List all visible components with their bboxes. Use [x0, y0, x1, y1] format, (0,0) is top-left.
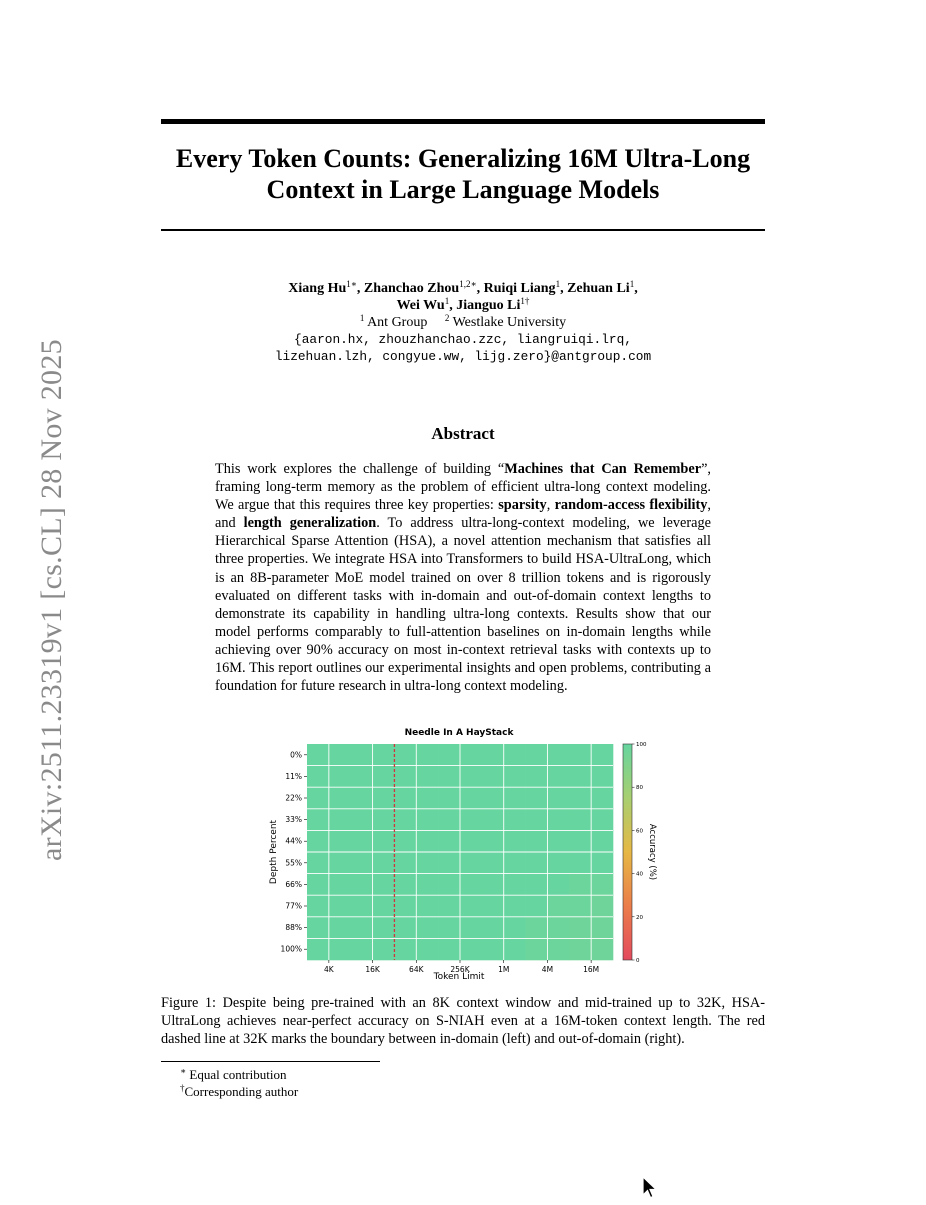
heatmap-cell	[351, 874, 373, 896]
abstract-heading: Abstract	[431, 424, 495, 443]
heatmap-cell	[416, 938, 438, 960]
heatmap-cell	[416, 874, 438, 896]
heatmap-cell	[307, 809, 329, 831]
heatmap-cell	[394, 830, 416, 852]
heatmap-cell	[482, 830, 504, 852]
heatmap-cell	[569, 787, 591, 809]
heatmap-cell	[526, 917, 548, 939]
author-name: Wei Wu	[396, 298, 445, 313]
heatmap-cell	[482, 787, 504, 809]
heatmap-cell	[460, 938, 482, 960]
heatmap-cell	[329, 917, 351, 939]
heatmap-cell	[416, 917, 438, 939]
heatmap-cell	[329, 874, 351, 896]
colorbar-tick-label: 40	[636, 871, 643, 878]
heatmap-cell	[351, 895, 373, 917]
heatmap-cell	[482, 766, 504, 788]
heatmap-cell	[394, 917, 416, 939]
footnote-equal-contribution	[180, 1066, 298, 1083]
heatmap-cell	[526, 744, 548, 766]
heatmap-cell	[526, 766, 548, 788]
heatmap-cell	[394, 874, 416, 896]
heatmap-cell	[591, 938, 613, 960]
heatmap-cell	[307, 874, 329, 896]
heatmap-cell	[591, 744, 613, 766]
heatmap-cell	[373, 852, 395, 874]
author-block	[161, 280, 765, 365]
heatmap-cell	[394, 744, 416, 766]
heatmap-cell	[329, 895, 351, 917]
abstract-text: ”, framing long-term memory as the problem of efficient ultra-long context modeling. We argue that this requires three key properties:	[215, 461, 711, 514]
abstract-emphasis: random-access flexibility	[554, 497, 708, 514]
heatmap-cell	[373, 938, 395, 960]
heatmap-cell	[438, 809, 460, 831]
heatmap-cell	[438, 744, 460, 766]
affiliation-mark: 1	[359, 313, 365, 323]
heatmap-cell	[504, 895, 526, 917]
heatmap-cell	[460, 874, 482, 896]
heatmap-cell	[569, 917, 591, 939]
author-name: Jianguo Li	[456, 298, 521, 313]
heatmap-cell	[526, 852, 548, 874]
heatmap-cell	[416, 744, 438, 766]
heatmap-cell	[482, 895, 504, 917]
needle-haystack-heatmap	[262, 722, 672, 987]
colorbar-tick-label: 60	[636, 828, 643, 835]
author-line-2: Wei Wu$^1$, Jianguo $Li^{1\dagger}$	[396, 296, 530, 313]
heatmap-cell	[547, 744, 569, 766]
author-mark: 1	[444, 296, 450, 306]
heatmap-cell	[394, 809, 416, 831]
y-tick-label: 22%	[285, 793, 302, 803]
heatmap-cell	[394, 787, 416, 809]
heatmap-cell	[569, 938, 591, 960]
heatmap-cell	[373, 744, 395, 766]
y-axis-label: Depth Percent	[269, 819, 279, 885]
heatmap-cell	[591, 787, 613, 809]
abstract-body	[215, 460, 711, 695]
heatmap-cell	[482, 744, 504, 766]
heatmap-cell	[504, 917, 526, 939]
author-name: Zhanchao Zhou	[363, 281, 460, 296]
heatmap-cell	[460, 895, 482, 917]
author-name: Ruiqi Liang	[483, 281, 556, 296]
heatmap-cell	[373, 766, 395, 788]
abstract-text: . To address ultra-long-context modeling, we leverage Hierarchical Sparse Attention (HSA), a novel attention mechanism that satisfies all three properties. We integrate HSA into Transformers to build HSA-UltraLong, which is an 8B-parameter MoE model trained on over 8 trillion tokens and is rigorously evaluated on different tasks with in-domain and out-of-domain context lengths to demonstrate its capability in handling ultra-long contexts. Results show that our model performs comparably to full-attention baselines on in-domain lengths while achieving over 90% accuracy on most in-context retrieval tasks with contexts up to 16M. This report outlines our experimental insights and open problems, contributing a foundation for future research in ultra-long context modeling.	[215, 515, 711, 695]
author-mark: 1	[629, 279, 635, 289]
heatmap-cell	[504, 830, 526, 852]
heatmap-cell	[438, 830, 460, 852]
y-tick-label: 88%	[285, 923, 302, 933]
heatmap-cell	[569, 895, 591, 917]
x-tick-label: 64K	[409, 965, 424, 974]
title-line-1: Every Token Counts: Generalizing 16M Ultra-Long	[175, 144, 751, 173]
author-mark: 1	[555, 279, 561, 289]
heatmap-cell	[482, 917, 504, 939]
heatmap-cell	[307, 852, 329, 874]
heatmap-cell	[373, 830, 395, 852]
heatmap-cell	[351, 830, 373, 852]
x-tick-label: 16K	[365, 965, 380, 974]
y-tick-label: 66%	[285, 879, 302, 889]
heatmap-cell	[482, 938, 504, 960]
heatmap-cell	[351, 917, 373, 939]
heatmap-cell	[569, 744, 591, 766]
heatmap-cell	[547, 917, 569, 939]
heatmap-cell	[329, 744, 351, 766]
title-bottom-rule	[161, 229, 765, 231]
heatmap-cell	[438, 787, 460, 809]
y-tick-label: 100%	[280, 944, 302, 954]
heatmap-cell	[547, 938, 569, 960]
footnote-text: Equal contribution	[189, 1067, 287, 1082]
heatmap-cell	[591, 830, 613, 852]
colorbar-tick-label: 80	[636, 785, 643, 792]
heatmap-cell	[526, 830, 548, 852]
abstract-emphasis: length generalization	[243, 515, 377, 532]
heatmap-cell	[307, 744, 329, 766]
heatmap-cell	[438, 895, 460, 917]
author-name: Xiang Hu	[288, 281, 347, 296]
footnote-text: Corresponding author	[184, 1084, 299, 1099]
footnote-rule	[161, 1061, 380, 1062]
x-tick-label: 256K	[450, 965, 470, 974]
email-line-1: {aaron.hx, zhouzhanchao.zzc, liangruiqi.lrq,	[294, 332, 632, 347]
heatmap-cell	[438, 852, 460, 874]
title-line-2: Context in Large Language Models	[266, 175, 660, 204]
x-tick-label: 4K	[324, 965, 334, 974]
heatmap-cell	[438, 874, 460, 896]
heatmap-cell	[569, 852, 591, 874]
heatmap-cell	[438, 766, 460, 788]
heatmap-cell	[526, 809, 548, 831]
heatmap-cell	[351, 809, 373, 831]
footnotes	[180, 1066, 298, 1100]
y-tick-labels	[281, 750, 307, 953]
heatmap-cell	[504, 874, 526, 896]
heatmap-cell	[329, 830, 351, 852]
heatmap-cell	[547, 809, 569, 831]
heatmap-cell	[351, 852, 373, 874]
y-tick-label: 0%	[290, 750, 302, 760]
heatmap-cell	[547, 766, 569, 788]
heatmap-cell	[307, 766, 329, 788]
affiliation-name: Westlake University	[452, 315, 567, 330]
heatmap-cell	[351, 787, 373, 809]
heatmap-cell	[569, 874, 591, 896]
heatmap-cell	[351, 938, 373, 960]
x-tick-label: 1M	[498, 965, 510, 974]
author-mark: 1†	[520, 296, 530, 306]
colorbar-ticks	[632, 742, 647, 964]
heatmap-cell	[547, 830, 569, 852]
heatmap-cell	[504, 938, 526, 960]
arxiv-identifier: arXiv:2511.23319v1 [cs.CL] 28 Nov 2025	[35, 339, 68, 861]
heatmap-cell	[416, 830, 438, 852]
heatmap-cell	[569, 809, 591, 831]
heatmap-cell	[307, 830, 329, 852]
x-tick-label: 16M	[583, 965, 600, 974]
heatmap-cell	[329, 852, 351, 874]
author-mark: 1∗	[346, 279, 357, 289]
heatmap-cell	[482, 809, 504, 831]
colorbar-tick-label: 20	[636, 914, 643, 921]
abstract-emphasis: sparsity	[498, 497, 547, 514]
heatmap-cell	[460, 917, 482, 939]
heatmap-cell	[547, 874, 569, 896]
heatmap-cell	[526, 874, 548, 896]
heatmap-cell	[460, 830, 482, 852]
heatmap-cell	[504, 787, 526, 809]
y-tick-label: 44%	[285, 836, 302, 846]
heatmap-cell	[329, 787, 351, 809]
heatmap-cell	[591, 895, 613, 917]
abstract-text: ,	[546, 497, 555, 514]
heatmap-cell	[394, 766, 416, 788]
heatmap-cell	[416, 787, 438, 809]
heatmap-cell	[482, 874, 504, 896]
heatmap-cell	[351, 744, 373, 766]
colorbar-tick-label: 0	[636, 958, 640, 964]
affiliation-mark: 2	[444, 313, 450, 323]
y-tick-label: 77%	[285, 901, 302, 911]
heatmap-cell	[591, 809, 613, 831]
heatmap-cell	[591, 917, 613, 939]
abstract-emphasis: Machines that Can Remember	[504, 461, 702, 477]
colorbar-label: Accuracy (%)	[647, 823, 657, 881]
footnote-corresponding-author	[180, 1083, 298, 1100]
heatmap-cell	[504, 809, 526, 831]
heatmap-cell	[373, 787, 395, 809]
heatmap-cell	[373, 874, 395, 896]
heatmap-cell	[329, 766, 351, 788]
heatmap-cell	[394, 852, 416, 874]
colorbar-tick-label: 100	[636, 742, 647, 748]
heatmap-cell	[569, 766, 591, 788]
heatmap-cell	[373, 895, 395, 917]
paper-title	[161, 143, 765, 205]
y-tick-label: 33%	[285, 815, 302, 825]
abstract-text: This work explores the challenge of building “	[215, 461, 505, 477]
author-name: Zehuan Li	[567, 281, 630, 296]
heatmap-cell	[569, 830, 591, 852]
heatmap-cell	[460, 787, 482, 809]
heatmap-cell	[416, 809, 438, 831]
heatmap-cell	[460, 852, 482, 874]
heatmap-cell	[526, 895, 548, 917]
heatmap-cell	[329, 809, 351, 831]
heatmap-cell	[373, 809, 395, 831]
chart-title: Needle In A HayStack	[404, 728, 514, 738]
heatmap-cell	[591, 874, 613, 896]
author-mark: 1,2∗	[459, 279, 477, 289]
heatmap-cell	[416, 895, 438, 917]
y-tick-label: 11%	[285, 771, 302, 781]
heatmap-cell	[504, 852, 526, 874]
y-tick-label: 55%	[285, 858, 302, 868]
footnote-mark: ∗	[180, 1066, 187, 1076]
title-top-rule	[161, 119, 765, 124]
heatmap-cell	[373, 917, 395, 939]
abstract-text: , and	[215, 497, 711, 532]
heatmap-cell	[591, 766, 613, 788]
colorbar	[623, 744, 632, 960]
heatmap-cell	[460, 766, 482, 788]
x-tick-label: 4M	[541, 965, 554, 974]
heatmap-cell	[547, 852, 569, 874]
heatmap-cell	[394, 938, 416, 960]
figure-caption: Figure 1: Despite being pre-trained with an 8K context window and mid-trained up to 32K, HSA-UltraLong achieves near-perfect accuracy on S-NIAH even at a 16M-token context length. The red dashed line at 32K marks the boundary between in-domain (left) and out-of-domain (right).	[161, 995, 765, 1047]
email-line-2: lizehuan.lzh, congyue.ww, lijg.zero}@antgroup.com	[274, 349, 652, 364]
heatmap-cell	[460, 809, 482, 831]
heatmap-cell	[482, 852, 504, 874]
heatmap-cell	[394, 895, 416, 917]
heatmap-cell	[526, 787, 548, 809]
heatmap-cell	[504, 744, 526, 766]
heatmap-cell	[351, 766, 373, 788]
heatmap-cell	[547, 895, 569, 917]
affiliations	[161, 314, 765, 331]
footnote-mark: †	[180, 1083, 185, 1093]
heatmap-cell	[307, 938, 329, 960]
heatmap-cell	[416, 766, 438, 788]
author-line-1: Xiang $Hu^{1∗}$, Zhanchao Zhou$^{1,2∗}$, Ruiqi Liang$^1$, Zehuan Li$^1$,	[288, 279, 638, 296]
heatmap-cell	[591, 852, 613, 874]
heatmap-cell	[307, 895, 329, 917]
heatmap-cell	[329, 938, 351, 960]
affiliation-name: Ant Group	[367, 315, 428, 330]
heatmap-cell	[504, 766, 526, 788]
heatmap-cell	[460, 744, 482, 766]
heatmap-cell	[307, 787, 329, 809]
figure-1	[262, 722, 672, 987]
x-axis-label: Token Limit	[433, 972, 485, 982]
heatmap-cell	[547, 787, 569, 809]
heatmap-cell	[526, 938, 548, 960]
heatmap-cell	[438, 938, 460, 960]
heatmap-cell	[438, 917, 460, 939]
mouse-pointer-icon	[642, 1176, 658, 1205]
heatmap-cell	[307, 917, 329, 939]
heatmap-cell	[416, 852, 438, 874]
